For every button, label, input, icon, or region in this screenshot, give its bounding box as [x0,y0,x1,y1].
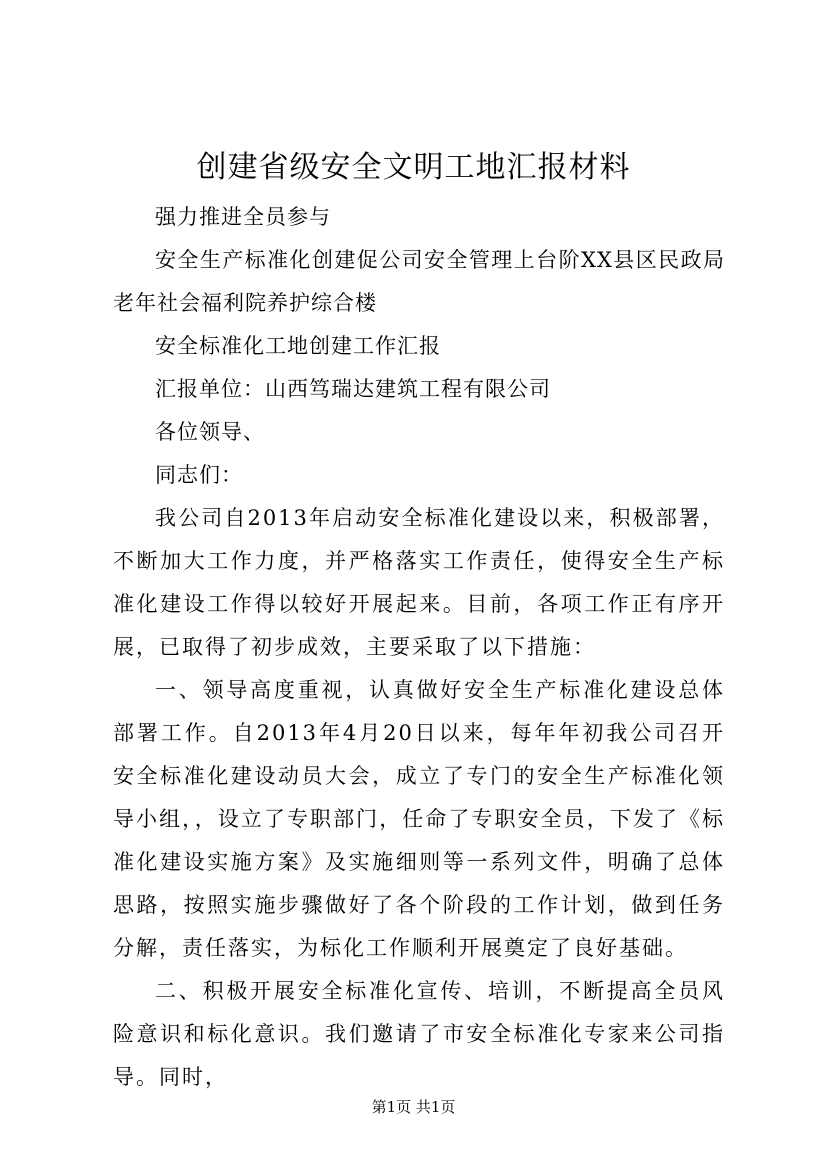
document-body [113,196,725,1099]
paragraph-salutation-leaders: 各位领导、 [155,420,265,444]
paragraph-salutation-comrades: 同志们： [155,463,243,487]
paragraph-measure-one: 一、领导高度重视，认真做好安全生产标准化建设总体部署工作。自2013年4月20日以来，每年年初我公司召开安全标准化建设动员大会，成立了专门的安全生产标准化领导小组，，设立了专职部门，任命了专职安全员，下发了《标准化建设实施方案》及实施细则等一系列文件，明确了总体思路，按照实施步骤做好了各个阶段的工作计划，做到任务分解，责任落实，为标化工作顺利开展奠定了良好基础。 [113,678,725,960]
paragraph-report-subject: 安全标准化工地创建工作汇报 [155,334,441,358]
page-number-footer: 第1页 共1页 [371,1098,456,1116]
paragraph-intro: 我公司自2013年启动安全标准化建设以来，积极部署，不断加大工作力度，并严格落实工作责任，使得安全生产标准化建设工作得以较好开展起来。目前，各项工作正有序开展，已取得了初步成效，主要采取了以下措施： [113,506,725,659]
paragraph-measure-two: 二、积极开展安全标准化宣传、培训，不断提高全员风险意识和标化意识。我们邀请了市安全标准化专家来公司指导。同时， [113,979,725,1089]
paragraph-slogan: 强力推进全员参与 [155,205,331,229]
document-title: 创建省级安全文明工地汇报材料 [196,150,631,185]
paragraph-project-name: 安全生产标准化创建促公司安全管理上台阶XX县区民政局老年社会福利院养护综合楼 [113,248,725,315]
paragraph-reporting-unit: 汇报单位：山西笃瑞达建筑工程有限公司 [155,377,551,401]
